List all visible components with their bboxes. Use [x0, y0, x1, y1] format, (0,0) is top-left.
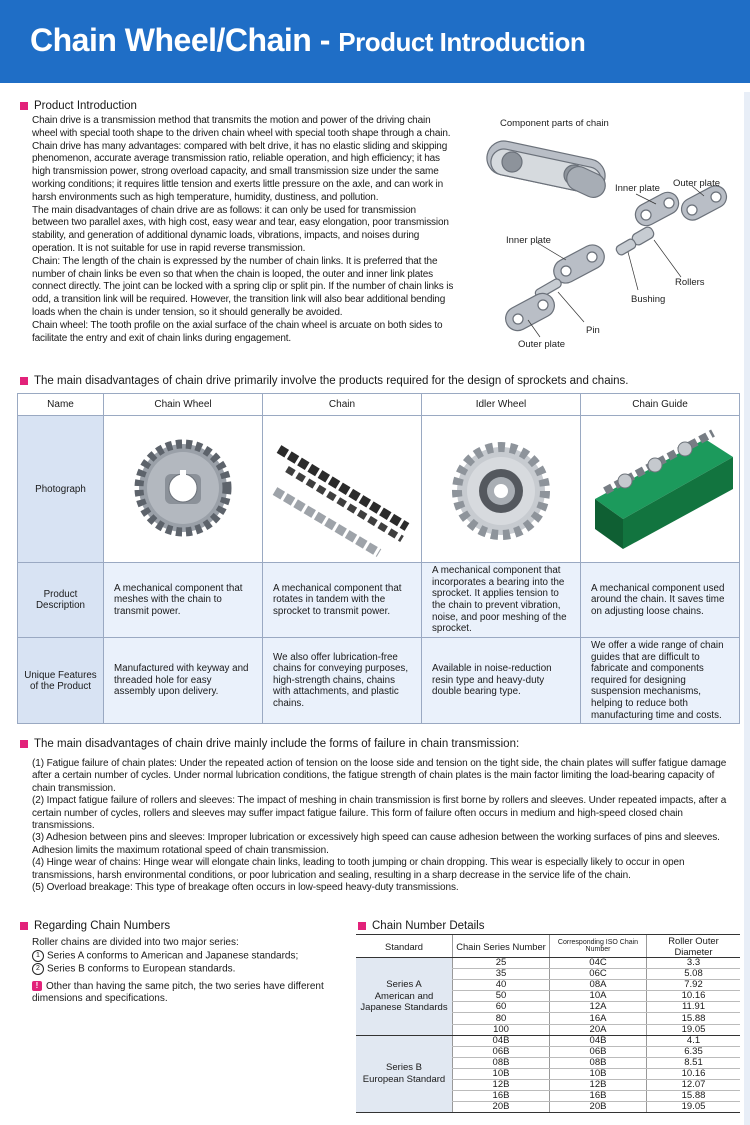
description-chain-guide: A mechanical component used around the chain. It saves time on adjusting loose chains. [581, 563, 740, 638]
chain-component-diagram [466, 112, 746, 357]
roller-diameter-cell: 5.08 [647, 969, 741, 980]
iso-number-cell: 16B [550, 1091, 647, 1102]
chain-numbers-intro: Roller chains are divided into two major series: [32, 937, 239, 948]
failure-item: (5) Overload breakage: This type of breakage often occurs in low-speed heavy-duty transmissions. [32, 882, 459, 894]
det-header-standard: Standard [356, 935, 453, 958]
col-header-chain-wheel: Chain Wheel [104, 394, 263, 416]
series-number-cell: 10B [453, 1068, 550, 1079]
roller-diameter-cell: 10.16 [647, 1068, 741, 1079]
series-number-cell: 80 [453, 1013, 550, 1024]
row-label-photograph: Photograph [18, 416, 104, 563]
features-chain: We also offer lubrication-free chains for conveying purposes, high-strength chains, chains with attachments, and plastic chains. [263, 638, 422, 724]
label-outer-plate-top: Outer plate [673, 178, 720, 189]
failure-item: (3) Adhesion between pins and sleeves: Improper lubrication or excessively high speed can cause adhesion between the working surfaces of pins and sleeves. Adhesion limits the maximum rotational speed of chain transmission. [32, 832, 720, 856]
row-label-description: Product Description [18, 563, 104, 638]
photo-chain-wheel [104, 416, 263, 563]
chain-numbers-heading: Regarding Chain Numbers [20, 920, 170, 932]
description-chain: A mechanical component that rotates in tandem with the sprocket to transmit power. [263, 563, 422, 638]
failure-item: (2) Impact fatigue failure of rollers and sleeves: The impact of meshing in chain transmission is first borne by rollers and sleeves. Under repeated impacts, after a certain number of cycles, rollers and sleeves may suffer impact fatigue failure. This form of failure often occurs in medium and high-speed closed chain transmissions. [32, 795, 727, 832]
intro-paragraph: Chain drive is a transmission method that transmits the motion and power of the driving chain wheel with special tooth shape to the driven chain wheel with special tooth shape through a chain. [32, 115, 451, 139]
sprocket-image [108, 419, 258, 557]
group-label-line: Series A [386, 979, 422, 991]
iso-number-cell: 04B [550, 1035, 647, 1046]
table-row [356, 1035, 740, 1046]
iso-number-cell: 04C [550, 958, 647, 969]
outer-plate-bottom-image [501, 289, 558, 335]
iso-number-cell: 12A [550, 1002, 647, 1013]
roller-diameter-cell: 15.88 [647, 1013, 741, 1024]
roller-diameter-cell: 7.92 [647, 980, 741, 991]
iso-number-cell: 08B [550, 1057, 647, 1068]
table-row [356, 958, 740, 969]
chain-details-table [356, 934, 740, 1113]
series-number-cell: 50 [453, 991, 550, 1002]
circled-number-icon: 2 [32, 963, 44, 975]
series-b-group-label [356, 1035, 453, 1113]
description-idler-wheel: A mechanical component that incorporates a bearing into the sprocket. It applies tension to the chain to prevent vibration, noise, and poor meshing of the sprocket. [422, 563, 581, 638]
series-number-cell: 60 [453, 1002, 550, 1013]
roller-diameter-cell: 10.16 [647, 991, 741, 1002]
products-table [17, 393, 740, 724]
iso-number-cell: 08A [550, 980, 647, 991]
label-outer-plate-bottom: Outer plate [518, 339, 565, 350]
warning-icon: ! [32, 981, 42, 991]
label-rollers: Rollers [675, 277, 705, 288]
group-label-line: Japanese Standards [360, 1002, 448, 1014]
bullet-square-icon [20, 102, 28, 110]
features-chain-wheel: Manufactured with keyway and threaded hole for easy assembly upon delivery. [104, 638, 263, 724]
col-header-chain-guide: Chain Guide [581, 394, 740, 416]
intro-paragraph: The main disadvantages of chain drive are as follows: it can only be used for transmission between two parallel axes, with high cost, easy wear and tear, easy elongation, poor transmission stability, and generation of additional dynamic loads, vibrations, impacts, and noises during operation. It is not suitable for use in rapid reverse transmission. [32, 204, 449, 254]
roller-diameter-cell: 4.1 [647, 1035, 741, 1046]
intro-paragraph: Chain wheel: The tooth profile on the axial surface of the chain wheel is arcuate on both sides to facilitate the entry and exit of chain links during engagement. [32, 319, 443, 344]
intro-paragraph: Chain drive has many advantages: compared with belt drive, it has no elastic sliding and skipping phenomenon, accurate average transmission ratio, reliable operation, and high efficiency; it has high transmission power, strong overload capacity, and small transmission size under the same working conditions; it requires little tension and exerts little pressure on the axle, and can work in harsh environments such as high temperature, humidity, dustiness, and pollution. [32, 140, 448, 203]
series-number-cell: 12B [453, 1080, 550, 1091]
intro-text [32, 115, 454, 345]
failure-item: (1) Fatigue failure of chain plates: Under the repeated action of tension on the loose side and tension on the tight side, the chain plates will suffer fatigue damage after a certain number of cycles. Under normal lubrication conditions, the fatigue strength of chain plates is the main factor limiting the load-bearing capacity of chain transmission. [32, 758, 727, 794]
inner-plate-top-image [632, 188, 683, 229]
roller-diameter-cell: 15.88 [647, 1091, 741, 1102]
series-number-cell: 35 [453, 969, 550, 980]
roller-diameter-cell: 11.91 [647, 1002, 741, 1013]
series-number-cell: 20B [453, 1102, 550, 1113]
col-header-name: Name [18, 394, 104, 416]
chain-numbers-text [32, 937, 332, 1006]
chain-image [267, 419, 417, 557]
roller-diameter-cell: 3.3 [647, 958, 741, 969]
iso-number-cell: 16A [550, 1013, 647, 1024]
series-number-cell: 08B [453, 1057, 550, 1068]
group-label-line: Series B [386, 1062, 422, 1074]
bushing-image [615, 238, 637, 257]
series-number-cell: 06B [453, 1046, 550, 1057]
iso-number-cell: 06C [550, 969, 647, 980]
roller-diameter-cell: 19.05 [647, 1024, 741, 1035]
group-label-line: American and [374, 990, 434, 1002]
det-header-iso: Corresponding ISO Chain Number [550, 935, 647, 958]
roller-diameter-cell: 6.35 [647, 1046, 741, 1057]
bullet-square-icon [358, 922, 366, 930]
features-chain-guide: We offer a wide range of chain guides that are difficult to fabricate and components required for designing suspension mechanisms, helping to reduce both manufacturing time and costs. [581, 638, 740, 724]
bullet-square-icon [20, 922, 28, 930]
roller-diameter-cell: 19.05 [647, 1102, 741, 1113]
assembled-chain-image [484, 138, 609, 201]
label-inner-plate-left: Inner plate [506, 235, 551, 246]
series-number-cell: 04B [453, 1035, 550, 1046]
iso-number-cell: 10A [550, 991, 647, 1002]
roller-diameter-cell: 12.07 [647, 1080, 741, 1091]
series-number-cell: 40 [453, 980, 550, 991]
details-heading: Chain Number Details [358, 920, 485, 932]
chain-numbers-note: ! Other than having the same pitch, the two series have different dimensions and specifications. [32, 980, 324, 1005]
failure-list [32, 758, 738, 894]
series-number-cell: 25 [453, 958, 550, 969]
det-header-series: Chain Series Number [453, 935, 550, 958]
col-header-idler-wheel: Idler Wheel [422, 394, 581, 416]
group-label-line: European Standard [362, 1073, 446, 1085]
products-heading: The main disadvantages of chain drive primarily involve the products required for the design of sprockets and chains. [20, 375, 629, 387]
label-pin: Pin [586, 325, 600, 336]
diagram-title: Component parts of chain [500, 118, 609, 129]
bullet-square-icon [20, 377, 28, 385]
iso-number-cell: 06B [550, 1046, 647, 1057]
label-bushing: Bushing [631, 294, 666, 305]
idler-wheel-image [426, 419, 576, 557]
header-banner [0, 0, 750, 83]
col-header-chain: Chain [263, 394, 422, 416]
bullet-square-icon [20, 740, 28, 748]
iso-number-cell: 10B [550, 1068, 647, 1079]
iso-number-cell: 20B [550, 1102, 647, 1113]
features-idler-wheel: Available in noise-reduction resin type and heavy-duty double bearing type. [422, 638, 581, 724]
det-header-roller: Roller Outer Diameter [647, 935, 741, 958]
iso-number-cell: 20A [550, 1024, 647, 1035]
label-inner-plate-top: Inner plate [615, 183, 660, 194]
iso-number-cell: 12B [550, 1080, 647, 1091]
roller-diameter-cell: 8.51 [647, 1057, 741, 1068]
page-title: Chain Wheel/Chain - Product Introduction [30, 22, 586, 58]
series-number-cell: 100 [453, 1024, 550, 1035]
series-number-cell: 16B [453, 1091, 550, 1102]
chain-guide-image [585, 419, 735, 557]
row-label-features: Unique Features of the Product [18, 638, 104, 724]
series-b-line: 2 Series B conforms to European standards. [32, 963, 332, 976]
description-chain-wheel: A mechanical component that meshes with the chain to transmit power. [104, 563, 263, 638]
failure-heading: The main disadvantages of chain drive mainly include the forms of failure in chain transmission: [20, 738, 519, 750]
circled-number-icon: 1 [32, 950, 44, 962]
series-a-line: 1 Series A conforms to American and Japanese standards; [32, 950, 332, 963]
photo-chain [263, 416, 422, 563]
failure-item: (4) Hinge wear of chains: Hinge wear will elongate chain links, leading to tooth jumping or chain dropping. This wear is especially likely to occur in open transmissions, harsh environmental conditions, or poor lubrication and sealing, resulting in a sharp decrease in the service life of the chain. [32, 857, 685, 881]
intro-heading: Product Introduction [20, 100, 137, 112]
intro-paragraph: Chain: The length of the chain is expressed by the number of chain links. It is preferred that the number of chain links be even so that when the chain is looped, the outer and inner link plates connect directly. The joint can be locked with a spring clip or split pin. If the number of chain links is odd, a transition link will be required. However, the transition link will also bear additional bending loads when the chain is under tension, so it should generally be avoided. [32, 255, 454, 318]
series-a-group-label [356, 958, 453, 1036]
photo-idler-wheel [422, 416, 581, 563]
photo-chain-guide [581, 416, 740, 563]
